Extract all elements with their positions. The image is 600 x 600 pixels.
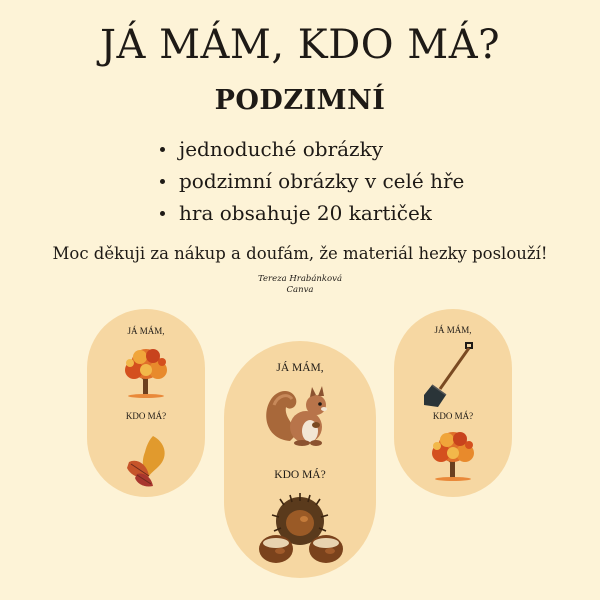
feature-text: jednoduché obrázky <box>179 137 384 161</box>
author-credit <box>0 274 600 296</box>
bullet-icon <box>160 147 165 152</box>
game-card <box>87 309 205 497</box>
feature-item <box>158 165 464 197</box>
game-card <box>224 341 376 578</box>
autumn-tree-icon <box>120 346 172 398</box>
feature-item <box>158 197 464 229</box>
tool-name: Canva <box>286 285 314 295</box>
page-subtitle: PODZIMNÍ <box>214 85 386 116</box>
card-bottom-label: KDO MÁ? <box>432 411 474 421</box>
bullet-icon <box>160 179 165 184</box>
autumn-tree-icon <box>427 429 479 481</box>
card-top-label: JÁ MÁM, <box>127 326 165 336</box>
chestnut-icon <box>246 491 354 571</box>
bullet-icon <box>160 211 165 216</box>
feature-list <box>158 133 464 229</box>
feature-text: hra obsahuje 20 kartiček <box>179 201 432 225</box>
card-top-label: JÁ MÁM, <box>434 325 472 335</box>
author-name: Tereza Hrabánková <box>257 274 343 284</box>
feature-text: podzimní obrázky v celé hře <box>179 169 465 193</box>
card-bottom-label: KDO MÁ? <box>274 469 326 481</box>
shovel-icon <box>420 339 476 409</box>
page-title: JÁ MÁM, KDO MÁ? <box>99 22 501 68</box>
thanks-message: Moc děkuji za nákup a doufám, že materiál hezky poslouží! <box>52 244 548 263</box>
feature-item <box>158 133 464 165</box>
autumn-leaves-icon <box>123 432 173 490</box>
squirrel-icon <box>260 381 340 451</box>
card-bottom-label: KDO MÁ? <box>125 411 167 421</box>
card-top-label: JÁ MÁM, <box>276 362 324 374</box>
game-card <box>394 309 512 497</box>
